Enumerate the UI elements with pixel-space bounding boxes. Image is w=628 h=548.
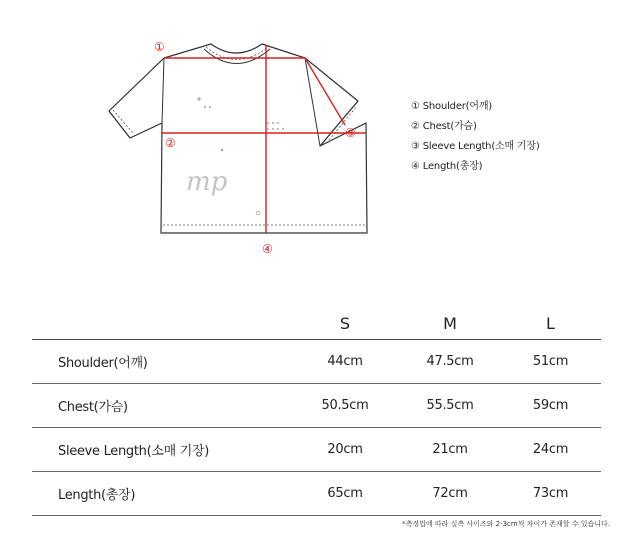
cell-value: 47.5cm xyxy=(400,340,500,384)
header-blank xyxy=(32,307,290,340)
legend-item-shoulder xyxy=(411,97,540,117)
legend-item-length xyxy=(411,157,540,177)
cell-value: 59cm xyxy=(500,384,601,428)
row-label: Shoulder(어깨) xyxy=(32,340,290,384)
cell-value: 65cm xyxy=(290,472,400,516)
table-row xyxy=(32,472,601,516)
tshirt-outline xyxy=(109,44,367,233)
row-label: Length(총장) xyxy=(32,472,290,516)
table-row xyxy=(32,428,601,472)
cell-value: 21cm xyxy=(400,428,500,472)
cell-value: 73cm xyxy=(500,472,601,516)
legend-marker: ① xyxy=(411,101,420,112)
marker-shoulder: ① xyxy=(154,40,165,54)
row-label: Chest(가슴) xyxy=(32,384,290,428)
legend-item-chest xyxy=(411,117,540,137)
legend-label: Shoulder(어깨) xyxy=(422,101,493,112)
cell-value: 51cm xyxy=(500,340,601,384)
header-size-l: L xyxy=(500,307,601,340)
table-header-row xyxy=(32,307,601,340)
table-row xyxy=(32,384,601,428)
legend-label: Sleeve Length(소매 기장) xyxy=(422,141,540,152)
legend-marker: ② xyxy=(411,121,420,132)
legend-marker: ③ xyxy=(411,141,420,152)
marker-sleeve: ③ xyxy=(345,126,356,140)
table-row xyxy=(32,340,601,384)
cell-value: 20cm xyxy=(290,428,400,472)
size-chart-table xyxy=(32,307,601,516)
measurement-footnote: *측정법에 따라 실측 사이즈와 2-3cm씩 차이가 존재할 수 있습니다. xyxy=(402,520,610,528)
header-size-m: M xyxy=(400,307,500,340)
legend-item-sleeve xyxy=(411,137,540,157)
cell-value: 55.5cm xyxy=(400,384,500,428)
legend-marker: ④ xyxy=(411,161,420,172)
legend-label: Length(총장) xyxy=(422,161,483,172)
legend-label: Chest(가슴) xyxy=(422,121,477,132)
brand-logo: mp xyxy=(186,167,228,197)
cell-value: 24cm xyxy=(500,428,601,472)
cell-value: 50.5cm xyxy=(290,384,400,428)
cell-value: 72cm xyxy=(400,472,500,516)
header-size-s: S xyxy=(290,307,400,340)
cell-value: 44cm xyxy=(290,340,400,384)
measurement-legend xyxy=(411,97,540,177)
marker-chest: ② xyxy=(165,136,176,150)
row-label: Sleeve Length(소매 기장) xyxy=(32,428,290,472)
marker-length: ④ xyxy=(262,242,273,256)
